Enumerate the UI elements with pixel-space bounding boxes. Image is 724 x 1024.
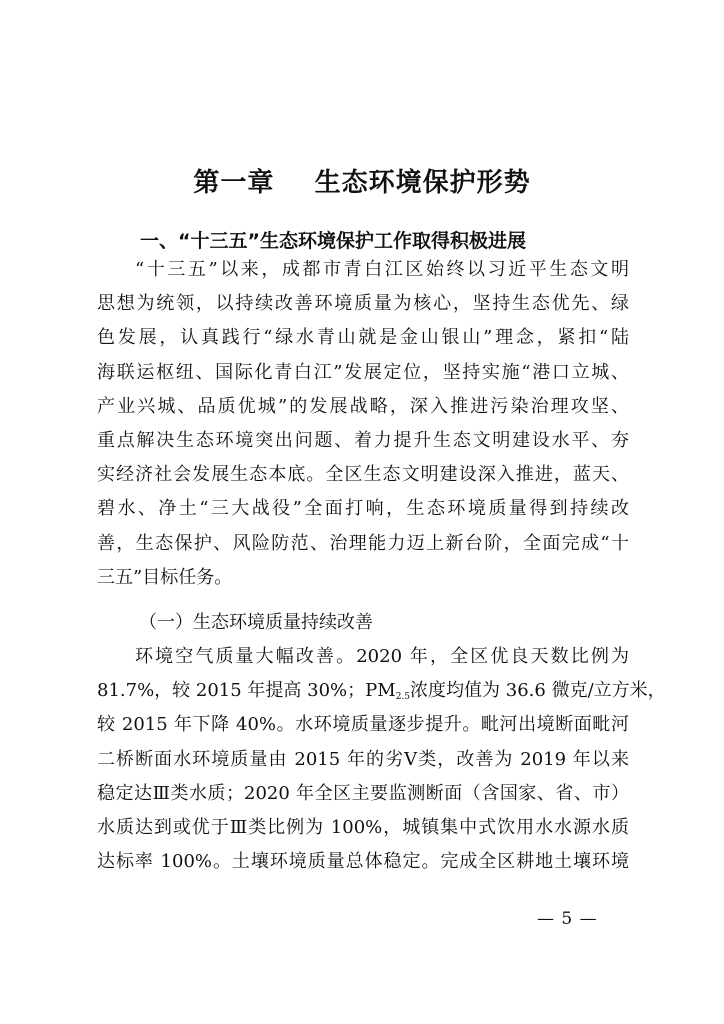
paragraph-1-line: 思想为统领，以持续改善环境质量为核心，坚持生态优先、绿 xyxy=(97,293,629,315)
paragraph-1-line: 实经济社会发展生态本底。全区生态文明建设深入推进，蓝天、 xyxy=(97,464,629,486)
subheading: （一）生态环境质量持续改善 xyxy=(139,612,373,633)
paragraph-2 xyxy=(97,640,666,879)
paragraph-2-line xyxy=(97,674,666,708)
paragraph-2-line: 较 2015 年下降 40%。水环境质量逐步提升。毗河出境断面毗河 xyxy=(97,714,629,736)
paragraph-2-line: 达标率 100%。土壤环境质量总体稳定。完成全区耕地土壤环境 xyxy=(97,851,629,873)
pm-text-after: 浓度均值为 36.6 微克/立方米， xyxy=(410,680,666,702)
section-title: 一、“十三五”生态环境保护工作取得积极进展 xyxy=(140,230,526,252)
paragraph-1-line: 海联运枢纽、国际化青白江”发展定位，坚持实施“港口立城、 xyxy=(97,361,629,383)
pm-text-before: 81.7%，较 2015 年提高 30%；PM xyxy=(97,680,396,702)
paragraph-1-line: 三五”目标任务。 xyxy=(97,566,233,588)
paragraph-1 xyxy=(97,253,657,595)
paragraph-1-line: 碧水、净土“三大战役”全面打响，生态环境质量得到持续改 xyxy=(97,498,629,520)
paragraph-2-line: 稳定达Ⅲ类水质；2020 年全区主要监测断面（含国家、省、市） xyxy=(97,782,629,804)
pm-subscript: 2.5 xyxy=(395,692,411,703)
paragraph-1-line: 产业兴城、品质优城”的发展战略，深入推进污染治理攻坚、 xyxy=(97,395,629,417)
chapter-title: 第一章 生态环境保护形势 xyxy=(193,168,531,198)
page-number: — 5 — xyxy=(537,909,598,929)
paragraph-1-line: 重点解决生态环境突出问题、着力提升生态文明建设水平、夯 xyxy=(97,429,629,451)
paragraph-1-line: 善，生态保护、风险防范、治理能力迈上新台阶，全面完成“十 xyxy=(97,532,629,554)
paragraph-2-line: 环境空气质量大幅改善。2020 年，全区优良天数比例为 xyxy=(135,646,629,667)
paragraph-1-line: 色发展，认真践行“绿水青山就是金山银山”理念，紧扣“陆 xyxy=(97,327,629,349)
paragraph-2-line: 二桥断面水环境质量由 2015 年的劣Ⅴ类，改善为 2019 年以来 xyxy=(97,748,629,770)
paragraph-1-line: “十三五”以来，成都市青白江区始终以习近平生态文明 xyxy=(135,259,629,280)
paragraph-2-line: 水质达到或优于Ⅲ类比例为 100%，城镇集中式饮用水水源水质 xyxy=(97,816,629,838)
